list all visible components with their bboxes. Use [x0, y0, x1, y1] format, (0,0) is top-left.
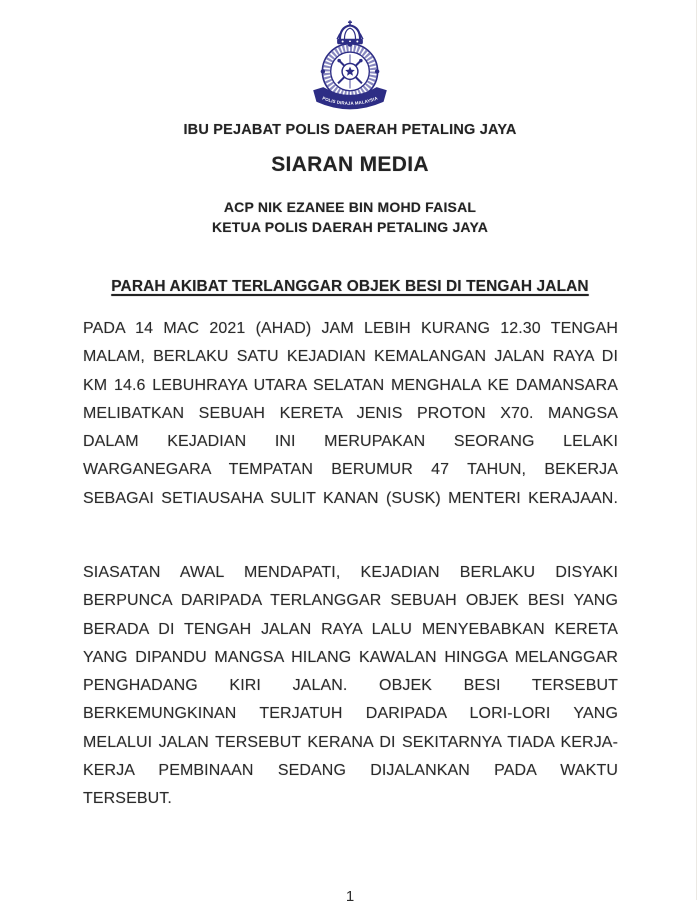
- text-line: BERPUNCA DARIPADA TERLANGGAR SEBUAH OBJEK BESI YANG: [83, 592, 618, 610]
- text-line: WARGANEGARA TEMPATAN BERUMUR 47 TAHUN, BEKERJA: [83, 461, 618, 479]
- text-line: PADA 14 MAC 2021 (AHAD) JAM LEBIH KURANG 12.30 TENGAH: [83, 320, 618, 337]
- text-line: KM 14.6 LEBUHRAYA UTARA SELATAN MENGHALA KE DAMANSARA: [83, 376, 618, 394]
- crest-crown-icon: [337, 20, 363, 44]
- paragraph-2: [83, 559, 618, 814]
- crest-emblem: [337, 54, 362, 88]
- text-line: MELIBATKAN SEBUAH KERETA JENIS PROTON X70. MANGSA: [83, 404, 618, 422]
- text-line: MELALUI JALAN TERSEBUT KERANA DI SEKITARNYA TIADA KERJA-: [83, 733, 618, 751]
- release-type-heading: SIARAN MEDIA: [271, 153, 429, 176]
- scan-edge-artifact: [696, 0, 697, 900]
- paragraph-1: [83, 315, 618, 513]
- headquarters-line: IBU PEJABAT POLIS DAERAH PETALING JAYA: [183, 122, 517, 138]
- page-number: 1: [345, 888, 355, 905]
- officer-block: [0, 198, 700, 237]
- officer-title: KETUA POLIS DAERAH PETALING JAYA: [211, 218, 489, 235]
- text-line: KERJA PEMBINAAN SEDANG DIJALANKAN PADA WAKTU: [83, 762, 618, 780]
- police-crest: [304, 17, 396, 113]
- text-line: DALAM KEJADIAN INI MERUPAKAN SEORANG LELAKI: [83, 433, 618, 451]
- text-line: BERKEMUNGKINAN TERJATUH DARIPADA LORI-LORI YANG: [83, 705, 618, 723]
- text-line: YANG DIPANDU MANGSA HILANG KAWALAN HINGGA MELANGGAR: [83, 648, 618, 666]
- text-line: TERSEBUT.: [83, 790, 172, 808]
- crest-banner-text: POLIS DIRAJA MALAYSIA: [321, 95, 379, 106]
- text-line: SEBAGAI SETIAUSAHA SULIT KANAN (SUSK) MENTERI KERAJAAN.: [83, 489, 618, 507]
- press-release-title: PARAH AKIBAT TERLANGGAR OBJEK BESI DI TENGAH JALAN: [111, 278, 589, 295]
- text-line: BERADA DI TENGAH JALAN RAYA LALU MENYEBABKAN KERETA: [83, 620, 618, 638]
- officer-name: ACP NIK EZANEE BIN MOHD FAISAL: [223, 199, 477, 215]
- police-crest-graphic: [304, 17, 396, 113]
- text-line: SIASATAN AWAL MENDAPATI, KEJADIAN BERLAKU DISYAKI: [83, 564, 618, 581]
- text-line: PENGHADANG KIRI JALAN. OBJEK BESI TERSEBUT: [83, 677, 618, 695]
- text-line: MALAM, BERLAKU SATU KEJADIAN KEMALANGAN JALAN RAYA DI: [83, 348, 618, 366]
